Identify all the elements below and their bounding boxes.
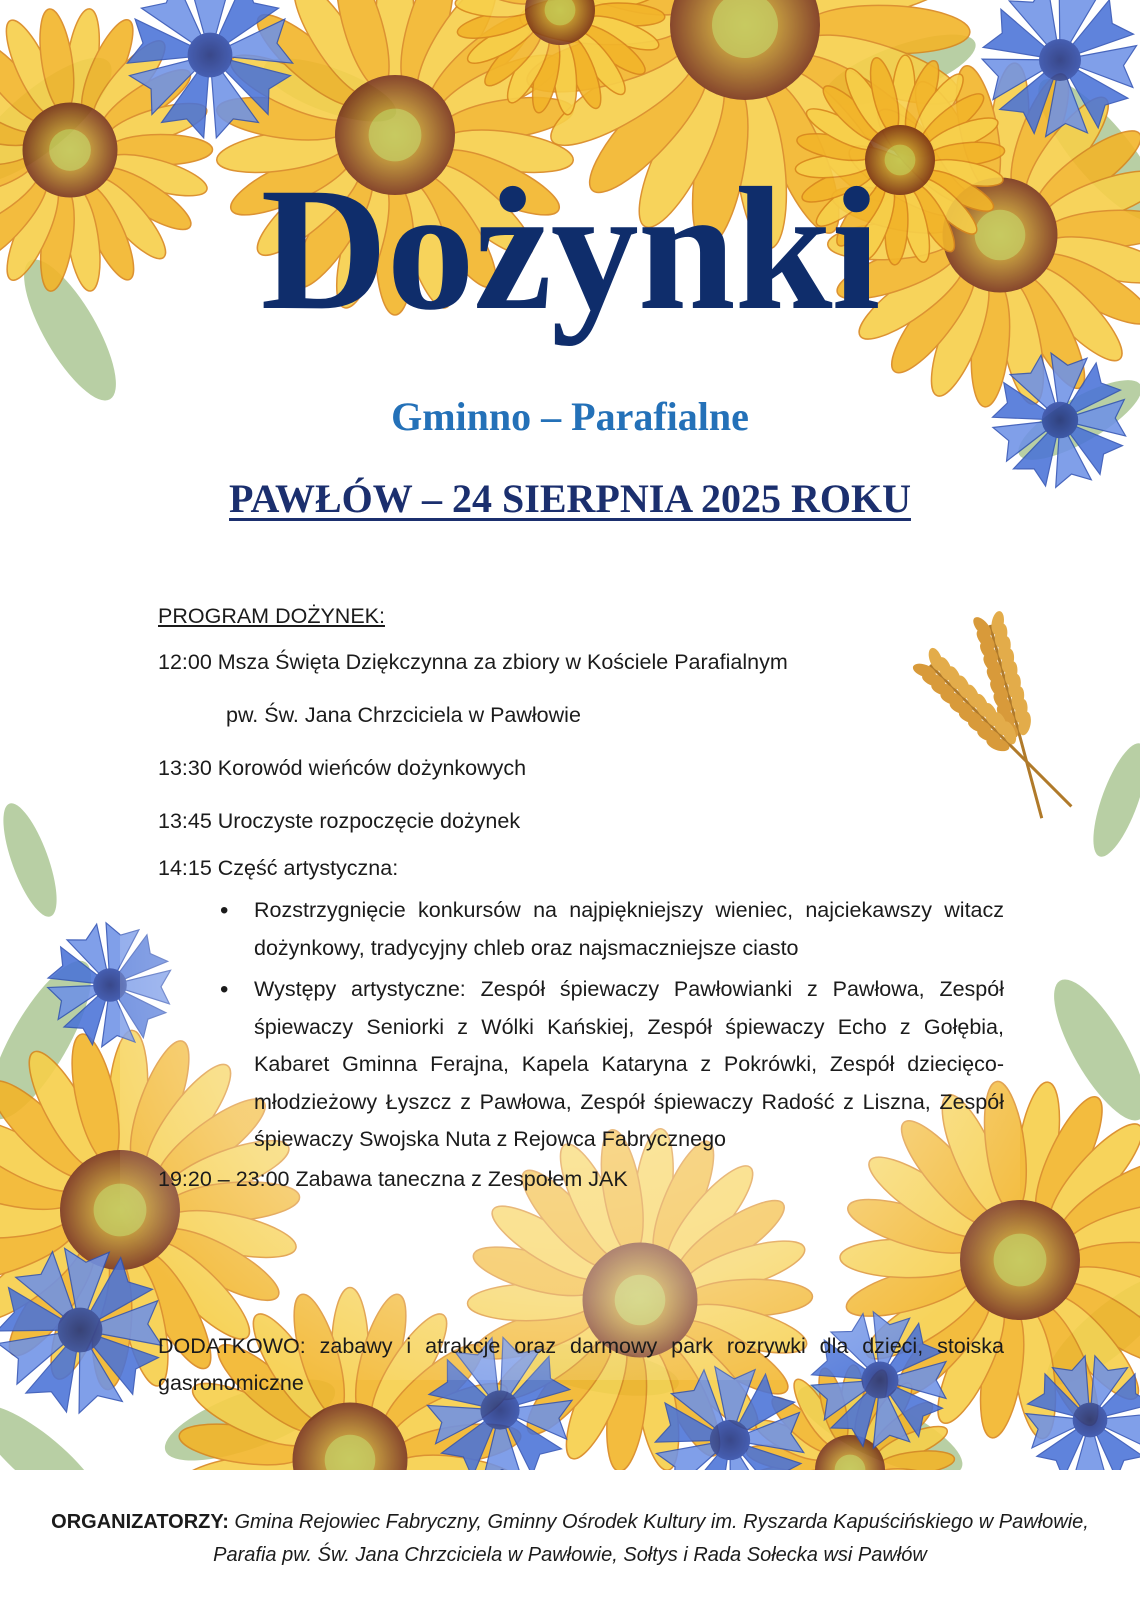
poster-subtitle: Gminno – Parafialne — [391, 394, 749, 439]
program-item-evening: 19:20 – 23:00 Zabawa taneczna z Zespołem JAK — [158, 1166, 628, 1191]
program-item: 12:00 Msza Święta Dziękczynna za zbiory w Kościele Parafialnym — [158, 650, 788, 674]
additional-attractions: DODATKOWO: zabawy i atrakcje oraz darmowy park rozrywki dla dzieci, stoiska gasronomiczne — [158, 1334, 1004, 1395]
list-item: • Rozstrzygnięcie konkursów na najpiękniejszy wieniec, najciekawszy witacz dożynkowy, tradycyjny chleb oraz najsmaczniejsze ciasto — [254, 892, 1004, 967]
program-item: 13:45 Uroczyste rozpoczęcie dożynek — [158, 809, 521, 833]
program-item: 13:30 Korowód wieńców dożynkowych — [158, 756, 527, 780]
program-item-continuation: pw. Św. Jana Chrzciciela w Pawłowie — [226, 703, 581, 727]
organizers-footer — [40, 1506, 1100, 1572]
poster-title: Dożynki — [260, 152, 880, 347]
program-item: 14:15 Część artystyczna: — [158, 856, 399, 880]
program-heading: PROGRAM DOŻYNEK: — [158, 604, 385, 628]
organizers-label: ORGANIZATORZY: — [51, 1511, 229, 1533]
list-item: • Występy artystyczne: Zespół śpiewaczy Pawłowianki z Pawłowa, Zespół śpiewaczy Seniorki z Wólki Kańskiej, Zespół śpiewaczy Echo z Gołębia, Kabaret Gminna Ferajna, Kapela Kataryna z Pokrówki, Zespół dziecięco-młodzieżowy Łyszcz z Pawłowa, Zespół śpiewaczy Radość z Liszna, Zespół śpiewaczy Swojska Nuta z Rejowca Fabrycznego — [254, 971, 1004, 1159]
organizers-list: Gmina Rejowiec Fabryczny, Gminny Ośrodek Kultury im. Ryszarda Kapuścińskiego w Pawłowie, Parafia pw. Św. Jana Chrzciciela w Pawłowie, Sołtys i Rada Sołecka wsi Pawłów — [213, 1511, 1089, 1566]
artistic-part-list — [158, 892, 1004, 1159]
program-section — [158, 596, 1004, 1199]
event-date-line: PAWŁÓW – 24 SIERPNIA 2025 ROKU — [229, 476, 911, 521]
